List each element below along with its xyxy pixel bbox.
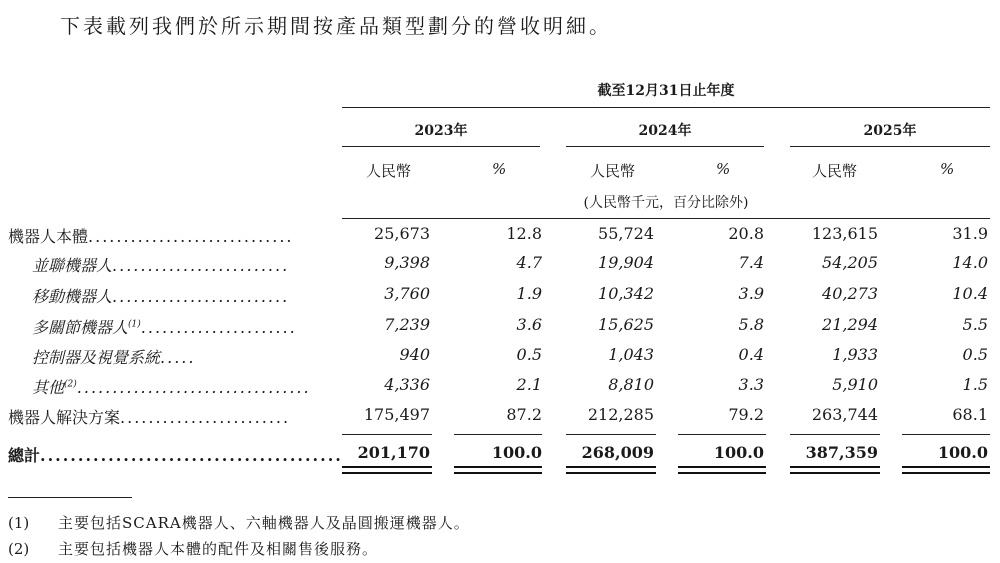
percent-header-2025: %: [940, 160, 955, 178]
cell-2024-percent: 3.9: [738, 284, 764, 303]
cell-2023-amount: 201,170: [357, 443, 430, 462]
row-label: 機器人解決方案........................: [8, 408, 291, 427]
table-row-others: [0, 375, 1000, 399]
currency-header-2025: 人民幣: [812, 162, 858, 180]
row-label: 多關節機器人$^{(1)}$......................: [32, 318, 297, 337]
cell-2023-percent: 4.7: [516, 253, 542, 272]
cell-2023-amount: 9,398: [384, 253, 430, 272]
cell-2025-amount: 54,205: [822, 253, 878, 272]
cell-2025-percent: 1.5: [962, 375, 988, 394]
cell-2025-percent: 5.5: [962, 315, 988, 334]
total-double-rule-2025-amount: [790, 466, 880, 474]
cell-2025-percent: 68.1: [952, 405, 988, 424]
subtotal-rule-2023-percent: [454, 434, 542, 435]
cell-2023-percent: 1.9: [516, 284, 542, 303]
cell-2025-percent: 10.4: [952, 284, 988, 303]
cell-2023-percent: 12.8: [506, 224, 542, 243]
footnote-ref-2: (2): [64, 379, 77, 390]
cell-2023-amount: 3,760: [384, 284, 430, 303]
table-row-parallel-robots: [0, 253, 1000, 277]
cell-2024-percent: 5.8: [738, 315, 764, 334]
cell-2024-amount: 15,625: [598, 315, 654, 334]
subtotal-rule-2025-percent: [902, 434, 990, 435]
cell-2025-amount: 263,744: [811, 405, 878, 424]
footnote-2-number: (2): [8, 540, 30, 558]
footnote-1-number: (1): [8, 514, 30, 532]
table-row-total: [0, 443, 1000, 467]
cell-2023-amount: 7,239: [384, 315, 430, 334]
table-row-controllers-vision: [0, 345, 1000, 369]
cell-2025-amount: 387,359: [805, 443, 878, 462]
header-bottom-rule: [342, 218, 990, 219]
subtotal-rule-2024-amount: [566, 434, 656, 435]
cell-2023-amount: 4,336: [384, 375, 430, 394]
year-rule-2024: [566, 146, 764, 147]
row-label: 機器人本體.............................: [8, 227, 294, 246]
cell-2025-percent: 0.5: [962, 345, 988, 364]
total-double-rule-2024-amount: [566, 466, 656, 474]
cell-2023-amount: 25,673: [374, 224, 430, 243]
total-double-rule-2023-percent: [454, 466, 542, 474]
cell-2025-amount: 40,273: [822, 284, 878, 303]
cell-2024-percent: 79.2: [728, 405, 764, 424]
period-header: 截至12月31日止年度: [597, 83, 735, 99]
table-row-mobile-robots: [0, 284, 1000, 308]
year-rule-2023: [342, 146, 540, 147]
cell-2025-amount: 5,910: [832, 375, 878, 394]
table-row-robot-bodies: [0, 224, 1000, 248]
currency-header-2023: 人民幣: [366, 162, 412, 180]
cell-2025-percent: 100.0: [937, 443, 988, 462]
footnote-2-text: 主要包括機器人本體的配件及相關售後服務。: [58, 540, 379, 558]
cell-2023-percent: 0.5: [516, 345, 542, 364]
row-label: 其他$^{(2)}$.................................: [32, 378, 311, 397]
row-label: 移動機器人.........................: [32, 287, 290, 306]
cell-2024-percent: 3.3: [738, 375, 764, 394]
footnote-2: [8, 538, 378, 559]
total-double-rule-2025-percent: [902, 466, 990, 474]
percent-header-2023: %: [492, 160, 507, 178]
currency-header-2024: 人民幣: [590, 162, 636, 180]
year-header-2024: 2024年: [638, 123, 692, 139]
table-row-robot-solutions: [0, 405, 1000, 429]
cell-2024-amount: 19,904: [598, 253, 654, 272]
cell-2024-amount: 268,009: [581, 443, 654, 462]
cell-2024-percent: 7.4: [738, 253, 764, 272]
cell-2023-percent: 100.0: [491, 443, 542, 462]
subtotal-rule-2025-amount: [790, 434, 880, 435]
cell-2025-percent: 31.9: [952, 224, 988, 243]
cell-2025-amount: 1,933: [832, 345, 878, 364]
footnote-1-text: 主要包括SCARA機器人、六軸機器人及晶圓搬運機器人。: [58, 514, 470, 532]
cell-2024-amount: 1,043: [608, 345, 654, 364]
cell-2023-amount: 940: [399, 345, 430, 364]
cell-2023-percent: 3.6: [516, 315, 542, 334]
cell-2024-percent: 100.0: [713, 443, 764, 462]
unit-note: (人民幣千元，百分比除外): [583, 195, 749, 211]
year-header-2023: 2023年: [414, 123, 468, 139]
footnote-rule: [8, 497, 132, 498]
cell-2023-percent: 87.2: [506, 405, 542, 424]
cell-2024-percent: 0.4: [738, 345, 764, 364]
table-row-articulated-robots: [0, 315, 1000, 339]
subtotal-rule-2024-percent: [678, 434, 766, 435]
row-label: 總計........................................: [8, 446, 343, 465]
percent-header-2024: %: [716, 160, 731, 178]
cell-2025-amount: 21,294: [822, 315, 878, 334]
intro-text: 下表載列我們於所示期間按產品類型劃分的營收明細。: [60, 14, 612, 38]
cell-2023-percent: 2.1: [516, 375, 542, 394]
year-rule-2025: [790, 146, 990, 147]
cell-2024-amount: 10,342: [598, 284, 654, 303]
year-header-2025: 2025年: [863, 123, 917, 139]
footnote-1: [8, 512, 470, 533]
cell-2024-amount: 8,810: [608, 375, 654, 394]
cell-2023-amount: 175,497: [363, 405, 430, 424]
total-double-rule-2024-percent: [678, 466, 766, 474]
cell-2024-amount: 212,285: [587, 405, 654, 424]
row-label: 控制器及視覺系統.....: [32, 348, 196, 367]
cell-2025-amount: 123,615: [811, 224, 878, 243]
row-label: 並聯機器人.........................: [32, 256, 290, 275]
cell-2025-percent: 14.0: [952, 253, 988, 272]
period-rule: [342, 107, 990, 108]
subtotal-rule-2023-amount: [342, 434, 432, 435]
cell-2024-amount: 55,724: [598, 224, 654, 243]
footnote-ref-1: (1): [128, 319, 141, 330]
total-double-rule-2023-amount: [342, 466, 432, 474]
cell-2024-percent: 20.8: [728, 224, 764, 243]
